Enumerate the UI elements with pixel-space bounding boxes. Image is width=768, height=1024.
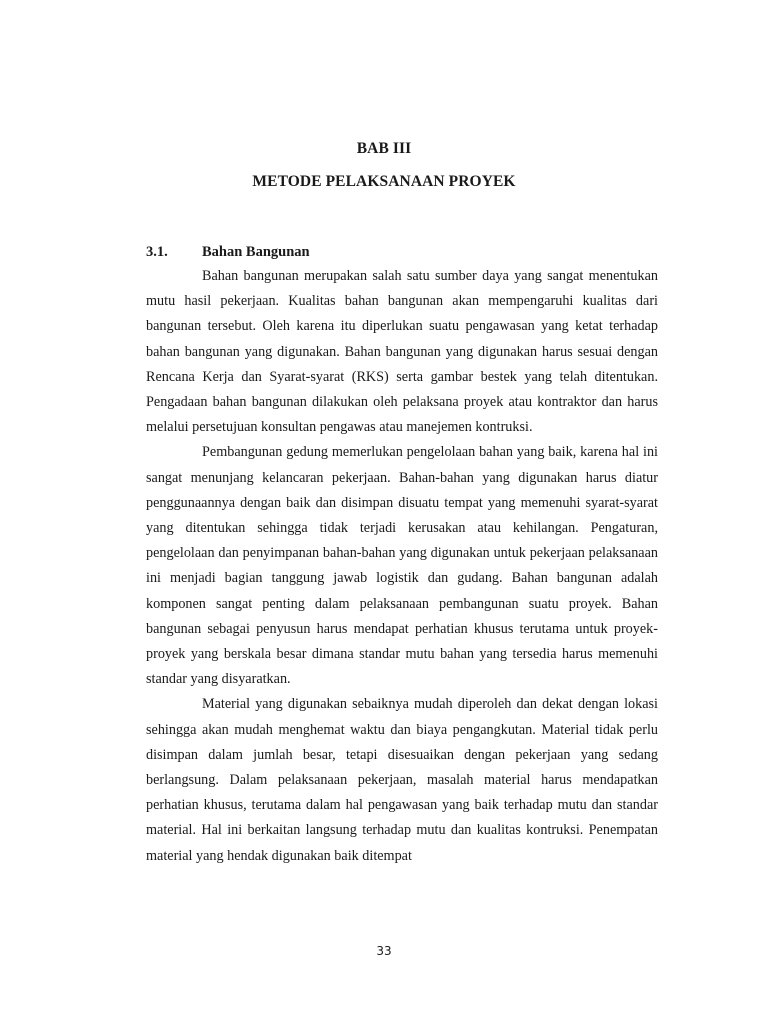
paragraph: Pembangunan gedung memerlukan pengelolaan bahan yang baik, karena hal ini sangat menunjang kelancaran pekerjaan. Bahan-bahan yang digunakan harus diatur penggunaannya dengan baik dan disimpan disuatu tempat yang memenuhi syarat-syarat yang ditentukan sehingga tidak terjadi kerusakan atau kehilangan. Pengaturan, pengelolaan dan penyimpanan bahan-bahan yang digunakan untuk pekerjaan pelaksanaan ini menjadi bagian tanggung jawab logistik dan gudang. Bahan bangunan adalah komponen sangat penting dalam pelaksanaan pembangunan suatu proyek. Bahan bangunan sebagai penyusun harus mendapat perhatian khusus terutama untuk proyek-proyek yang berskala besar dimana standar mutu bahan yang tersedia harus memenuhi standar yang disyaratkan. — [146, 444, 658, 688]
paragraph: Bahan bangunan merupakan salah satu sumber daya yang sangat menentukan mutu hasil pekerjaan. Kualitas bahan bangunan akan mempengaruhi kualitas dari bangunan tersebut. Oleh karena itu diperlukan suatu pengawasan yang ketat terhadap bahan bangunan yang digunakan. Bahan bangunan yang digunakan harus sesuai dengan Rencana Kerja dan Syarat-syarat (RKS) serta gambar bestek yang telah ditentukan. Pengadaan bahan bangunan dilakukan oleh pelaksana proyek atau kontraktor dan harus melalui persetujuan konsultan pengawas atau manejemen kontruksi. — [146, 268, 658, 436]
chapter-title: METODE PELAKSANAAN PROYEK — [252, 173, 516, 190]
section-number: 3.1. — [146, 244, 168, 260]
chapter-label: BAB III — [356, 140, 412, 157]
section-title: Bahan Bangunan — [202, 244, 310, 260]
section-heading — [146, 244, 666, 261]
page-number: 33 — [376, 944, 392, 958]
paragraph: Material yang digunakan sebaiknya mudah diperoleh dan dekat dengan lokasi sehingga akan mudah menghemat waktu dan biaya pengangkutan. Material tidak perlu disimpan dalam jumlah besar, tetapi disesuaikan dengan pekerjaan yang sedang berlangsung. Dalam pelaksanaan pekerjaan, masalah material harus mendapatkan perhatian khusus, terutama dalam hal pengawasan yang baik terhadap mutu dan standar material. Hal ini berkaitan langsung terhadap mutu dan kualitas kontruksi. Penempatan material yang hendak digunakan baik ditempat — [146, 696, 658, 864]
section-body — [146, 264, 658, 869]
